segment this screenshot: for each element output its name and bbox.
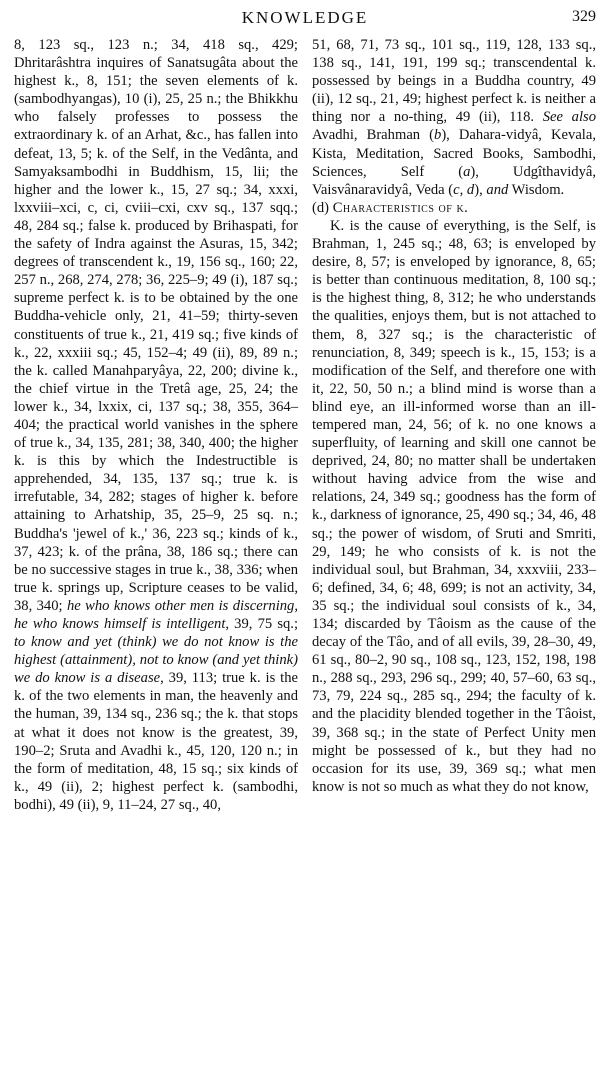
section-title: Characteristics of k. (332, 199, 469, 216)
emphasis: think (122, 634, 152, 651)
running-header (0, 8, 610, 34)
running-title: KNOWLEDGE (241, 8, 369, 27)
italic-quote: to know and yet (think) we do not know is the highest (attainment), not to know (and yet think) we do know is a disease (14, 634, 298, 687)
page-number: 329 (572, 8, 596, 25)
emphasis: attainment (64, 652, 128, 669)
left-column (14, 36, 298, 814)
entry-text: , 39, 113; true k. is the k. of the two elements in man, the heavenly and the human, 39, 134 sq., 236 sq.; the k. that stops at what it does not know is the greatest, 39, 190–2; Sruta and Avadhi k., 45, 120, 120 n.; in the form of meditation, 48, 15 sq.; six kinds of k., 49 (ii), 2; highest perfect k. (sambodhi, bodhi), 49 (ii), 9, 11–24, 27 sq., 40, (14, 670, 298, 813)
section-label: (d) (312, 199, 330, 216)
index-entry-continuation (14, 36, 298, 814)
italic-quote: he who knows other men is discerning, he who knows himself is intelligent (14, 597, 298, 632)
entry-text: , 39, 75 sq.; (225, 616, 298, 632)
section-body: K. is the cause of everything, is the Self, is Brahman, 1, 245 sq.; 48, 63; is enveloped by desire, 8, 57; is enveloped by ignorance, 8, 65; is better than continuous meditation, 8, 100 sq.; is the highest thing, 8, 312; he who understands the qualities, enjoys them, but is not attached to them, 8, 327 sq.; is the characteristic of renunciation, 8, 349; speech is k., 15, 153; is a modification of the Self, and therefore one with it, 22, 50, 50 n.; a blind mind is worse than a blind eye, an ill-informed worse than an ill-tempered man, 24, 56; of k. no one knows a superfluity, of learning and skill one cannot be deprived, 24, 80; no matter shall be undertaken without having advice from the wise and relations, 24, 349 sq.; goodness has the form of k., darkness of ignorance, 25, 490 sq.; 34, 46, 48 sq.; the power of wisdom, of Sruti and Smriti, 29, 149; he who consists of k. is not the individual soul, but Brahman, 34, xxxviii, 233–6; defined, 34, 6; 48, 699; is not an activity, 34, 35 sq.; the individual soul consists of k., 34, 134; discarded by Tâoism as the cause of the decay of the Tâo, and of all evils, 39, 28–30, 49, 61 sq., 80–2, 90 sq., 108 sq., 123, 152, 198, 198 n., 288 sq., 293, 296 sq., 299; 40, 57–60, 63 sq., 73, 79, 224 sq., 285 sq., 294; the faculty of k. and the placidity blended together in the Tâoist, 39, 368 sq.; in the state of Perfect Unity men might be possessed of k., but they had no occasion for its use, 39, 369 sq.; what men know is not so much as what they do not know, (312, 217, 596, 795)
entry-text: 8, 123 sq., 123 n.; 34, 418 sq., 429; Dhritarâshtra inquires of Sanatsugâta about the highest k., 8, 151; the seven elements of k. (sambodhyangas), 10 (i), 25, 25 n.; the Bhikkhu who falsely professes to possess the extraordinary k. of an Arhat, &c., has fallen into defeat, 13, 5; k. of the Self, in the Vedânta, and Samyaksambodhi in Buddhism, 15, lii; the higher and the lower k., 15, 27 sq.; 34, xxxi, lxxviii–xci, c, ci, cviii–cxi, cxv sq., 137 sqq.; 48, 284 sq.; false k. produced by Brihaspati, for the safety of Indra against the Asuras, 15, 342; degrees of transcendent k., 19, 156 sq., 160; 22, 257 n., 268, 274, 278; 36, 225–9; 49 (i), 187 sq.; supreme perfect k. is to be obtained by the one Buddha-vehicle only, 21, 41–59; thirty-seven constituents of true k., 21, 419 sq.; five kinds of k., 22, xxxiii sq.; 45, 152–4; 49 (ii), 89, 89 n.; the k. called Manahparyâya, 22, 200; divine k., the chief virtue in the Tretâ age, 25, 24; the lower k., 34, lxxix, ci, 137 sq.; 38, 355, 364–404; the practical world vanishes in the sphere of true k., 34, 135, 281; 38, 340, 400; the higher k. is this by which the Indestructible is apprehended, 34, 135, 137 sq.; true k. is irrefutable, 34, 282; stages of higher k. before attaining to Arhatship, 35, 25–9, 25 sq. n.; Buddha's 'jewel of k.,' 36, 223 sq.; kinds of k., 37, 423; k. of the prâna, 38, 186 sq.; there can be no successive stages in true k., 38, 336; when true k. springs up, Scripture ceases to be valid, 38, 340; (14, 37, 298, 614)
see-also-label: See also (542, 109, 596, 126)
entry-text: 51, 68, 71, 73 sq., 101 sq., 119, 128, 133 sq., 138 sq., 141, 191, 199 sq.; transcendental k. possessed by beings in a Buddha country, 49 (ii), 12 sq., 21, 49; highest perfect k. is neither a thing nor a no-thing, 49 (ii), 118. (312, 37, 596, 126)
and-label: and (486, 181, 509, 198)
emphasis: and yet think (217, 652, 294, 669)
right-column (312, 36, 596, 796)
index-entry-continuation: 51, 68, 71, 73 sq., 101 sq., 119, 128, 133 sq., 138 sq., 141, 191, 199 sq.; transcendental k. possessed by beings in a Buddha country, 49 (ii), 12 sq., 21, 49; highest perfect k. is neither a thing nor a no-thing, 49 (ii), 118. See also Avadhi, Brahman (b), Dahara-vidyâ, Kevala, Kista, Meditation, Sacred Books, Sambodhi, Sciences, Self (a), Udgîthavidyâ, Vaisvânaravidyâ, Veda (c, d), and Wisdom. (312, 37, 596, 198)
section-heading (312, 199, 596, 217)
